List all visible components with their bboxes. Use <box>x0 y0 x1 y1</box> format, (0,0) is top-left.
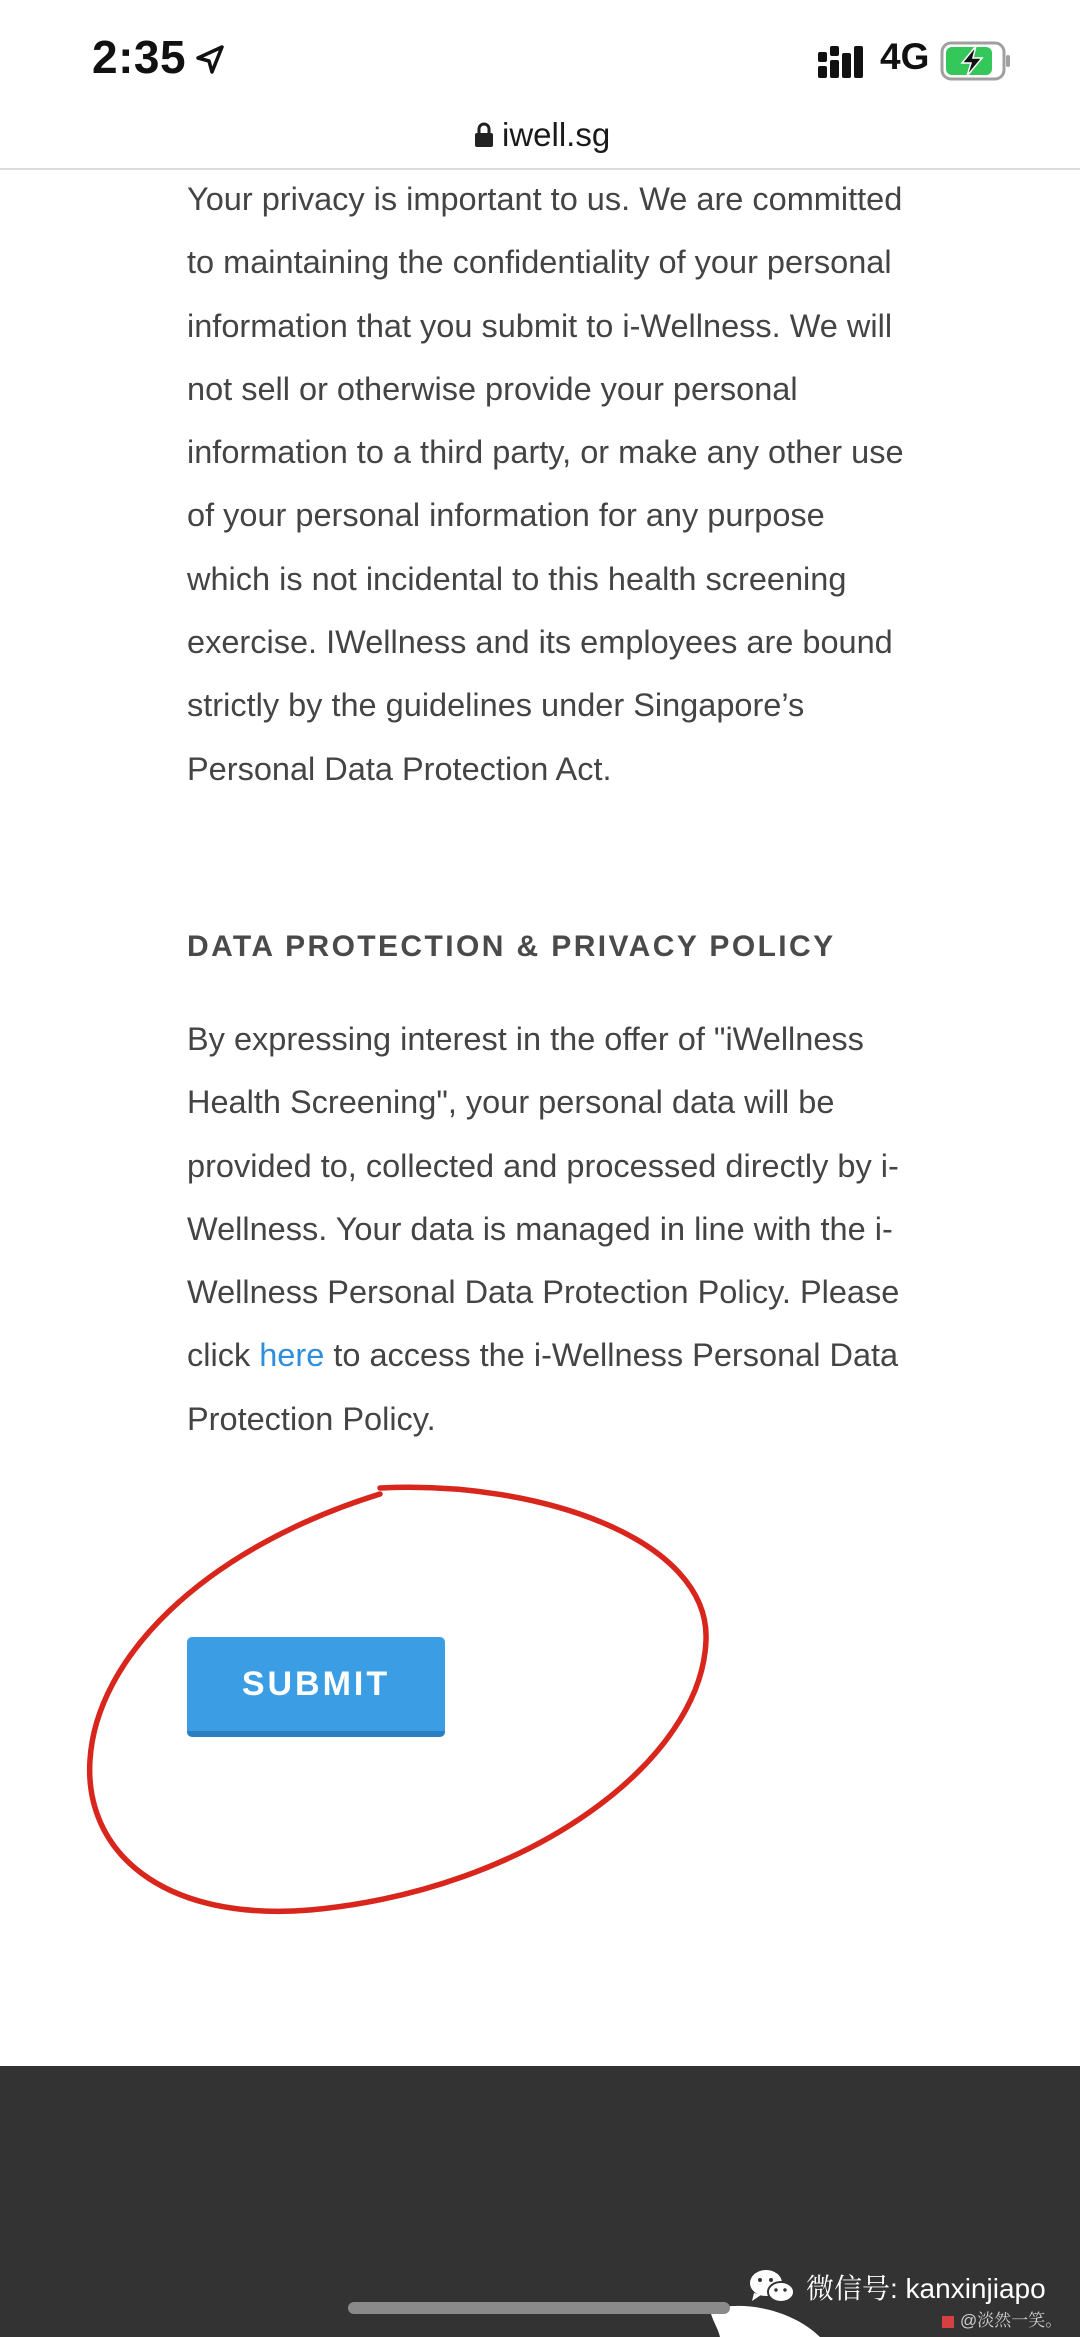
wechat-icon <box>748 2267 796 2307</box>
policy-paragraph <box>187 1008 907 1451</box>
page-content <box>187 168 907 1437</box>
section-heading: DATA PROTECTION & PRIVACY POLICY <box>187 930 836 963</box>
wechat-watermark <box>748 2262 1046 2312</box>
submit-button[interactable]: SUBMIT <box>187 1637 445 1737</box>
status-bar <box>0 0 1080 118</box>
status-time: 2:35 <box>92 31 187 83</box>
watermark-text: 微信号: kanxinjiapo <box>806 2273 1046 2304</box>
network-label: 4G <box>880 36 930 77</box>
credit-label: @淡然一笑。 <box>960 2311 1063 2330</box>
url-text[interactable]: iwell.sg <box>502 116 611 153</box>
credit-text <box>942 2306 1062 2331</box>
home-indicator[interactable] <box>348 2302 730 2314</box>
flag-icon <box>942 2316 954 2328</box>
location-arrow-icon <box>194 44 226 76</box>
signal-bars-icon <box>818 44 868 80</box>
policy-text-before-link: By expressing interest in the offer of "iWellness Health Screening", your personal data will be provided to, collected and processed directly by i-Wellness. Your data is managed in line with the i-Wellness Personal Data Protection Policy. Please click <box>187 1021 900 1374</box>
battery-charging-icon <box>940 40 1012 82</box>
lock-icon <box>474 122 494 148</box>
policy-link[interactable]: here <box>259 1337 325 1374</box>
privacy-paragraph: Your privacy is important to us. We are committed to maintaining the confidentiality of your personal information that you submit to i-Wellness. We will not sell or otherwise provide your personal information to a third party, or make any other use of your personal information for any purpose which is not incidental to this health screening exercise. IWellness and its employees are bound strictly by the guidelines under Singapore’s Personal Data Protection Act. <box>187 181 904 787</box>
policy-text-after-link: to access the i-Wellness Personal Data Protection Policy. <box>187 1337 899 1437</box>
address-bar[interactable] <box>0 112 1080 170</box>
